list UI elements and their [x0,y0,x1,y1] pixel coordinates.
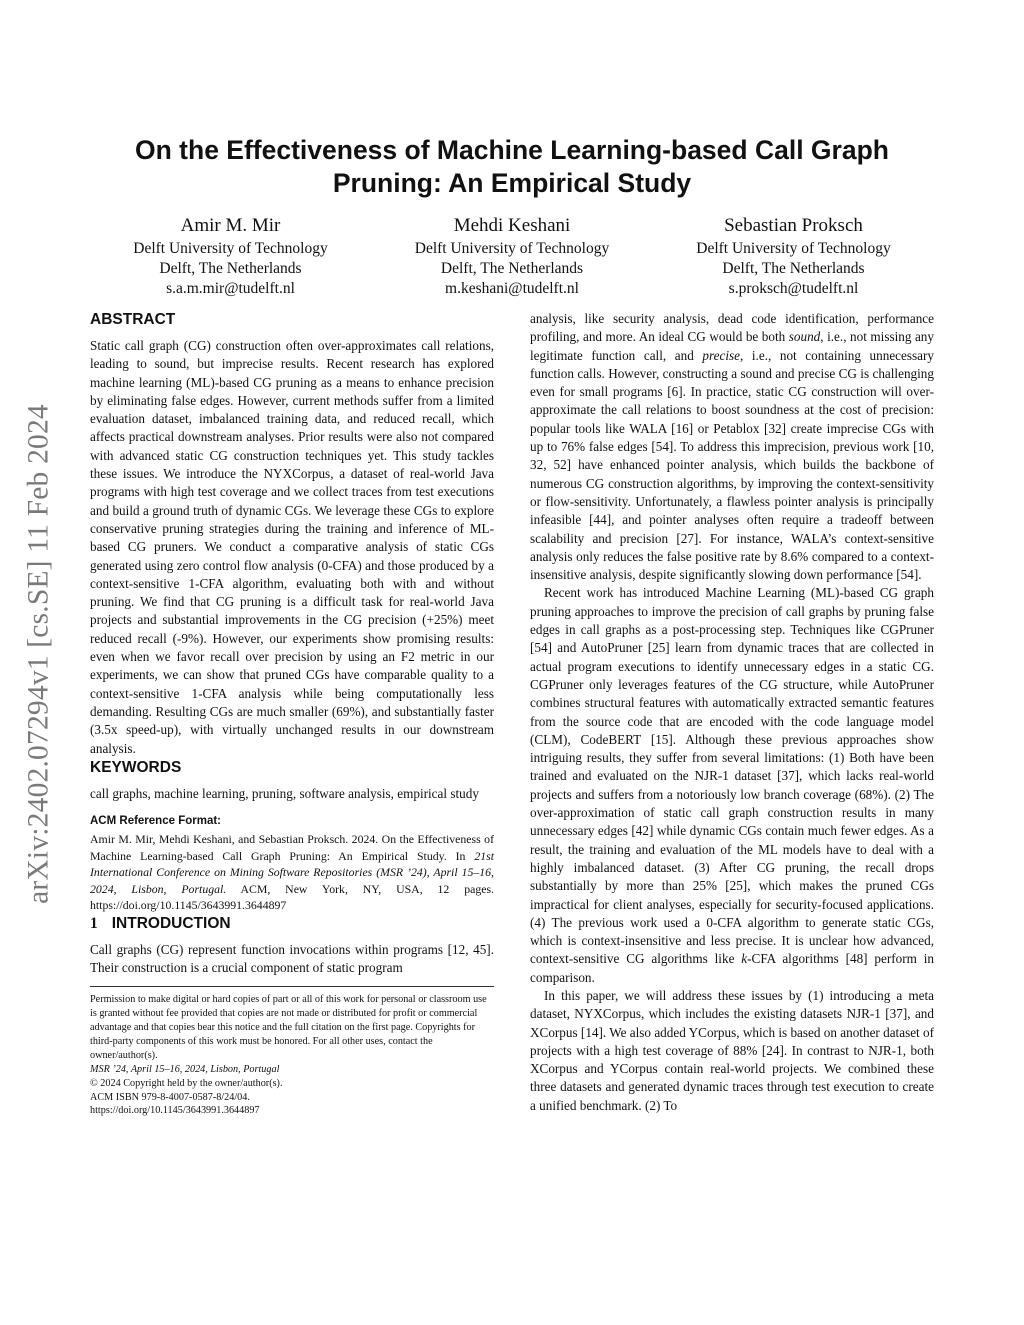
keywords-heading: KEYWORDS [90,758,182,776]
footnote-isbn: ACM ISBN 979-8-4007-0587-8/24/04. [90,1091,250,1103]
introduction-paragraph: Call graphs (CG) represent function invocations within programs [12, 45]. Their construction is a crucial component of static program [90,941,494,975]
author-name: Sebastian Proksch [724,215,863,236]
abstract-text: Static call graph (CG) construction often over-approximates call relations, leading to sound, but imprecise results. Recent research has explored machine learning (ML)-based CG pruning as a means to enhance precision by eliminating false edges. However, current methods suffer from a limited evaluation dataset, imbalanced training data, and reduced recall, which affects practical downstream analyses. Prior results were also not compared with advanced static CG construction techniques yet. This study tackles these issues. We introduce the NYXCorpus, a dataset of real-world Java programs with high test coverage and we collect traces from test executions and build a ground truth of dynamic CGs. We leverage these CGs to explore conservative pruning strategies during the training and inference of ML-based CG pruners. We conduct a comparative analysis of static CGs generated using zero control flow analysis (0-CFA) and those produced by a context-sensitive 1-CFA algorithm, evaluating both with and without pruning. We find that CG pruning is a difficult task for real-world Java projects and substantial improvements in the CG precision (+25%) meet reduced recall (-9%). However, our experiments show promising results: even when we favor recall over precision by using an F2 metric in our experiments, we can show that pruned CGs have comparable quality to a context-sensitive 1-CFA analysis while being computationally less demanding. Resulting CGs are much smaller (69%), and substantially faster (3.5x speed-up), with virtually unchanged results in our downstream analysis. [90,338,494,756]
right-column [530,310,934,1115]
permission-text: Permission to make digital or hard copies of part or all of this work for personal or classroom use is granted without fee provided that copies are not made or distributed for profit or commercial advantage and that copies bear this notice and the full citation on the first page. Copyrights for third-party components of this work must be honored. For all other uses, contact the owner/author(s). [90,994,487,1061]
acm-reference-venue: 21st International Conference on Mining Software Repositories (MSR ’24), April 15–16, 2024, Lisbon, Portugal. [90,848,494,896]
footnote-venue: MSR ’24, April 15–16, 2024, Lisbon, Portugal [90,1063,280,1075]
author-affiliation: Delft University of Technology [414,240,610,257]
author-card [653,214,934,299]
section-title: INTRODUCTION [111,914,231,932]
term-sound: sound [788,329,821,345]
left-column [90,310,494,1118]
acm-reference-publisher: ACM, New York, NY, USA, 12 pages. https://doi.org/10.1145/3643991.3644897 [90,881,494,913]
author-location: Delft, The Netherlands [722,260,865,277]
paper-title: On the Effectiveness of Machine Learning-based Call Graph Pruning: An Empirical Study [135,135,889,198]
author-affiliation: Delft University of Technology [133,240,328,257]
footnote-divider [90,986,494,987]
abstract-heading: ABSTRACT [90,311,176,328]
intro-paragraph-3: In this paper, we will address these issues by (1) introducing a meta dataset, NYXCorpus, which includes the existing datasets NJR-1 [37], and XCorpus [14]. We also added YCorpus, which is based on another dataset of projects with a high test coverage of 88% [24]. In contrast to NJR-1, both XCorpus and YCorpus contain real-world projects. We combined these three datasets and generated dynamic traces through test execution to create a unified benchmark. (2) To [530,987,935,1113]
intro-paragraph-1: analysis, like security analysis, dead code identification, performance profiling, and more. An ideal CG would be both sound, i.e., not missing any legitimate function call, and precise, i.e., not containing unnecessary function calls. However, constructing a sound and precise CG is challenging even for small programs [6]. In practice, static CG construction will over-approximate the call relations to boost soundness at the cost of precision: popular tools like WALA [16] or Petablox [32] create imprecise CGs with up to 76% false edges [54]. To address this imprecision, previous work [10, 32, 52] have enhanced pointer analysis, which builds the backbone of numerous CG construction algorithms, by improving the context-sensitivity or flow-sensitivity. Unfortunately, a flawless pointer analysis is principally infeasible [44], and pointer analyses often require a tradeoff between scalability and precision [27]. For instance, WALA’s context-sensitive analysis only reduces the false positive rate by 8.6% compared to a context-insensitive analysis, despite significantly slowing down performance [54]. [530,311,934,583]
author-block [90,214,934,299]
acm-reference-authors: Amir M. Mir, Mehdi Keshani, and Sebastian Proksch. 2024. On the Effectiveness of Machine Learning-based Call Graph Pruning: An Empirical Study. In [90,832,494,863]
intro-paragraph-2: Recent work has introduced Machine Learning (ML)-based CG graph pruning approaches to improve the precision of call graphs by pruning false edges in call graphs as a post-processing step. Techniques like CGPruner [54] and AutoPruner [25] learn from dynamic traces that are collected in actual program executions to identify unnecessary edges in a static CG. CGPruner only leverages features of the CG structure, while AutoPruner combines structural features with automatically extracted semantic features from the source code that are encoded with the code language model (CLM), CodeBERT [15]. Although these previous approaches show intriguing results, they suffer from several limitations: (1) Both have been trained and evaluated on the NJR-1 dataset [37], which lacks real-world projects and suffers from a notoriously low branch coverage (68%). (2) The over-approximation of static call graph construction results in many unnecessary edges [42] while dynamic CGs contain much fewer edges. As a result, the training and evaluation of the ML models have to deal with a highly imbalanced dataset. (3) After CG pruning, the recall drops substantially by more than 25% [25], which makes the pruned CGs impractical for client analyses, especially for security-focused applications. (4) The previous work used a 0-CFA algorithm to generate static CGs, which is context-insensitive and less precise. It is unclear how advanced, context-sensitive CG algorithms like k-CFA algorithms [48] perform in comparison. [530,585,935,985]
author-email[interactable]: s.proksch@tudelft.nl [728,280,859,297]
footnote-doi[interactable]: https://doi.org/10.1145/3643991.3644897 [90,1105,260,1117]
acm-reference-text [90,831,494,914]
author-affiliation: Delft University of Technology [696,240,891,257]
keywords-text: call graphs, machine learning, pruning, software analysis, empirical study [90,785,479,801]
permission-footnote [90,993,494,1118]
author-name: Mehdi Keshani [453,215,571,236]
term-k: k [741,951,748,967]
author-card [372,214,653,299]
arxiv-stamp [22,364,56,944]
author-location: Delft, The Netherlands [440,260,584,277]
section-number: 1 [90,914,98,932]
author-card [90,214,371,299]
author-location: Delft, The Netherlands [159,260,302,277]
author-email[interactable]: m.keshani@tudelft.nl [445,280,579,297]
author-name: Amir M. Mir [180,215,281,236]
introduction-heading [90,914,494,934]
arxiv-id: arXiv:2402.07294v1 [cs.SE] 11 Feb 2024 [22,404,55,904]
footnote-copyright: © 2024 Copyright held by the owner/author(s). [90,1077,283,1089]
acm-reference-heading: ACM Reference Format: [90,815,221,828]
term-precise: precise [702,347,740,363]
author-email[interactable]: s.a.m.mir@tudelft.nl [166,280,295,297]
